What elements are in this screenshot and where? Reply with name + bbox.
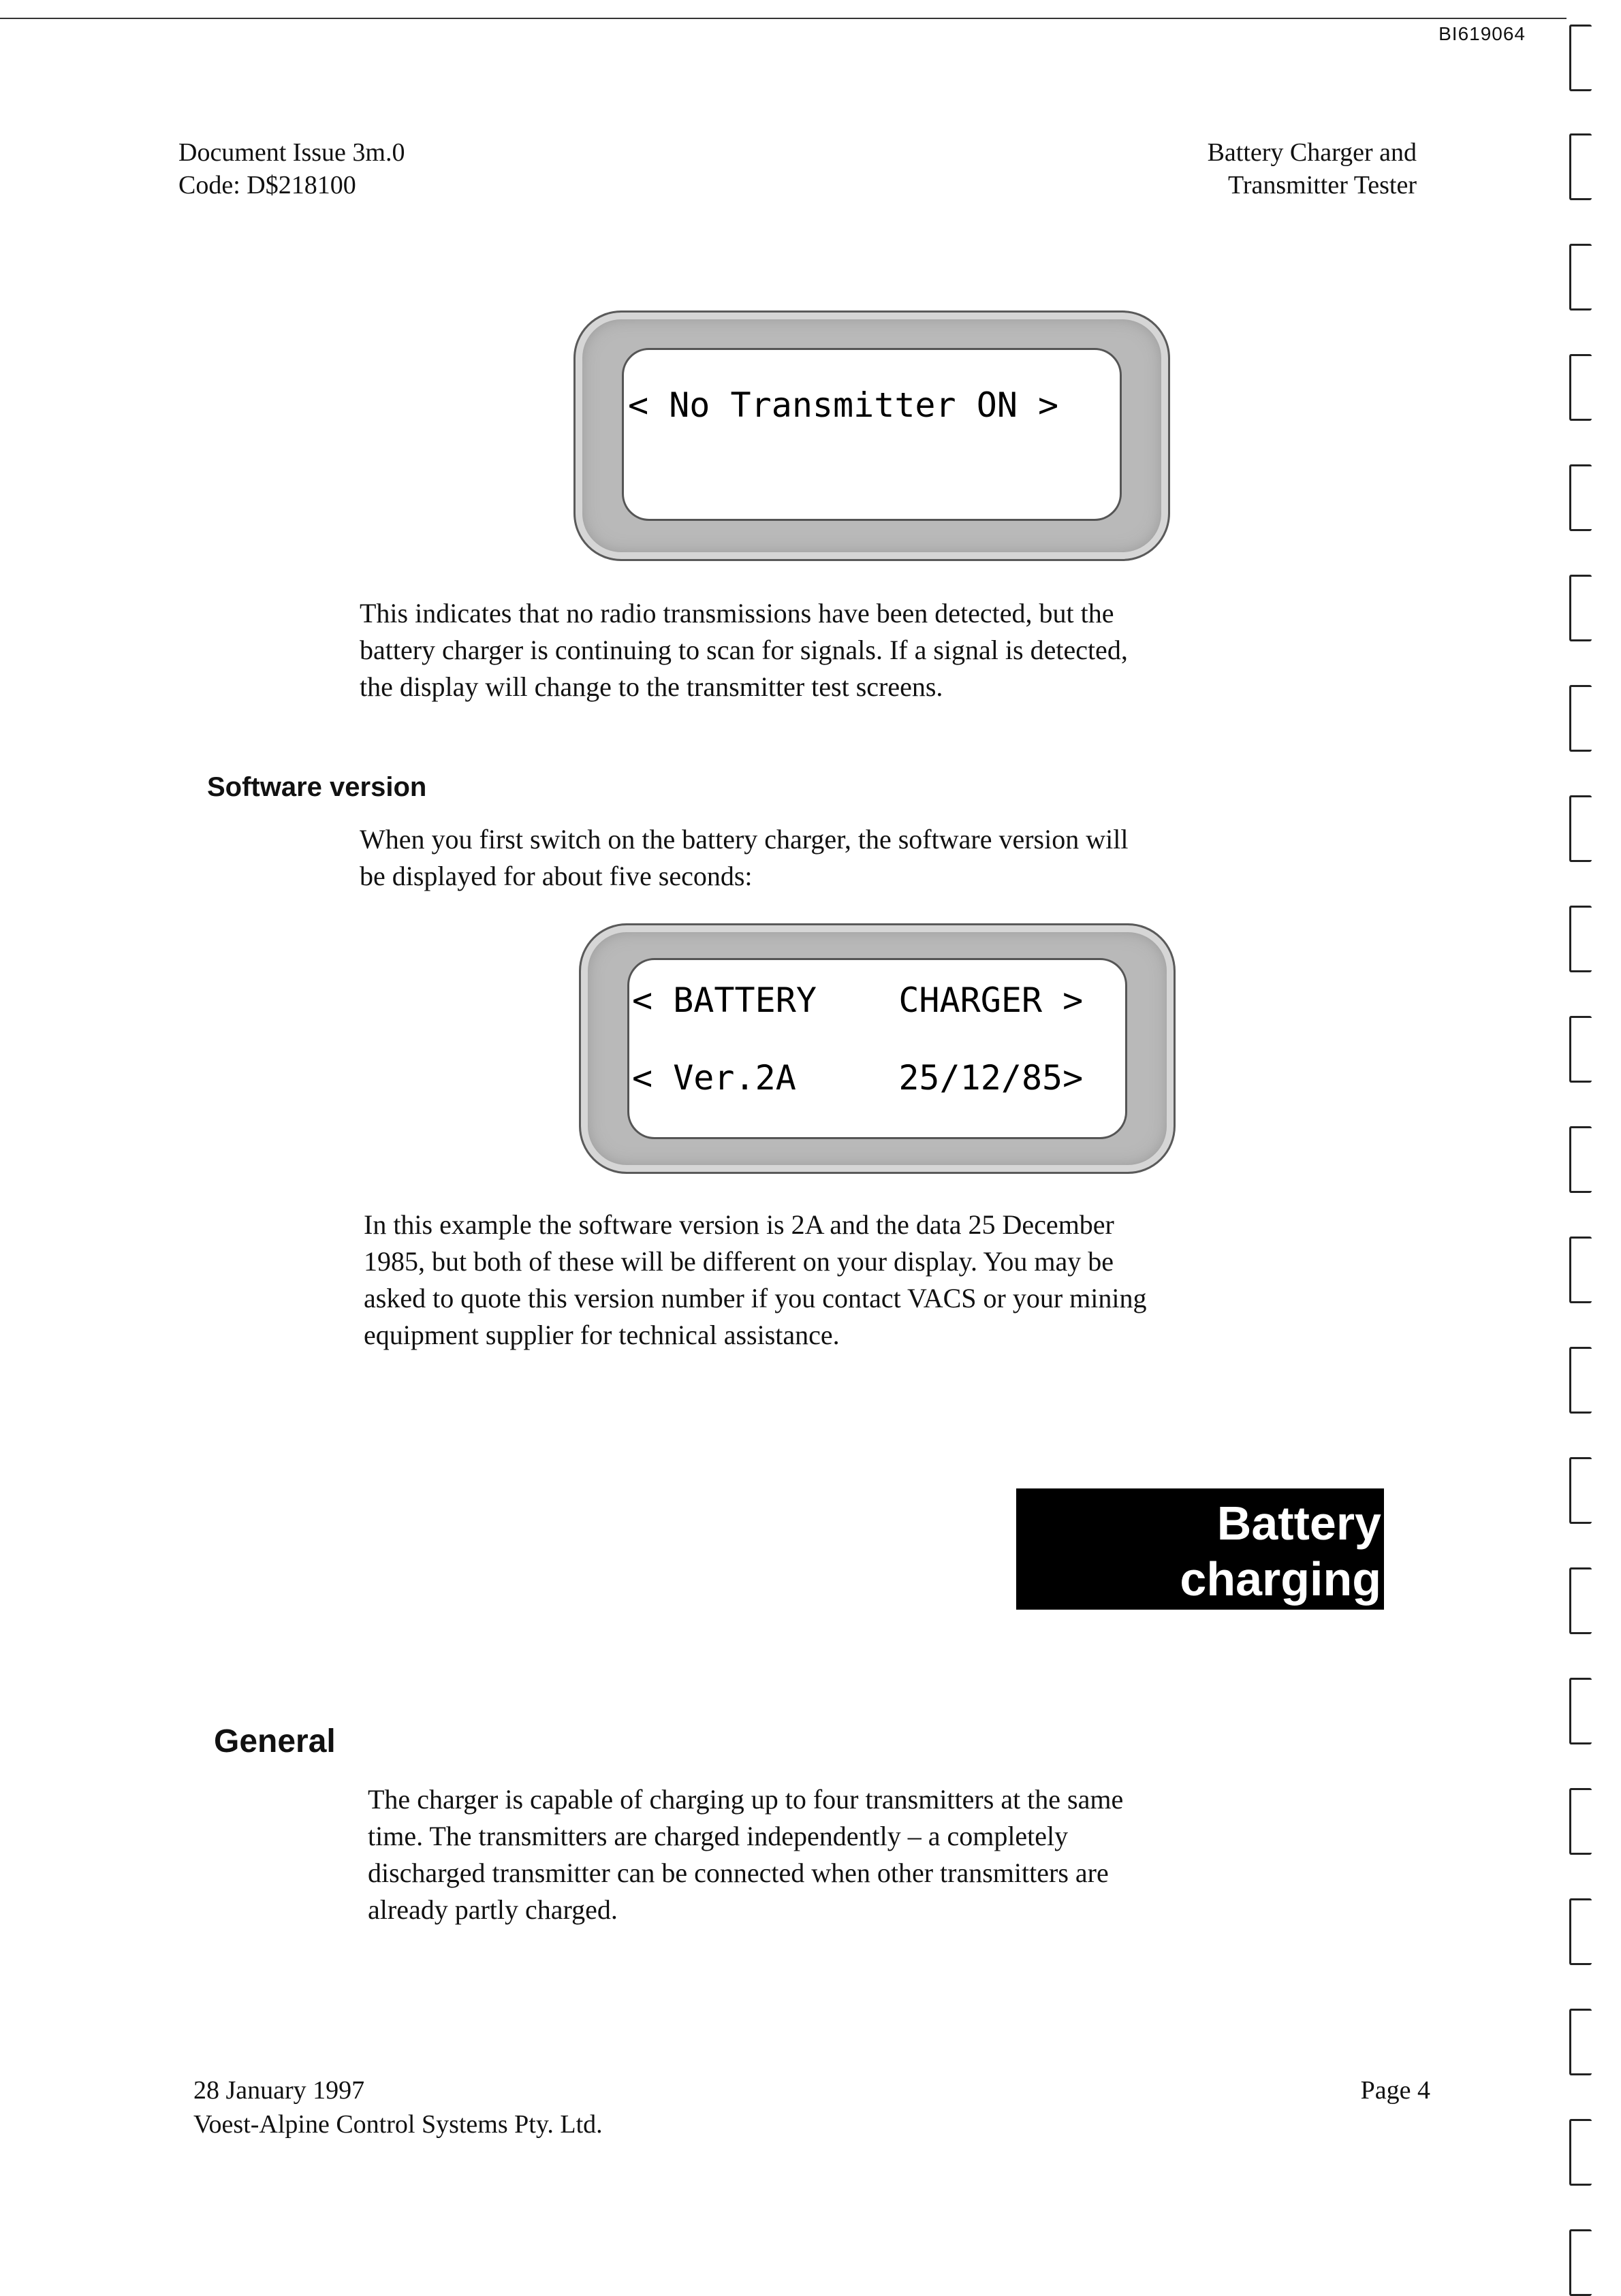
header-title-line2: Transmitter Tester <box>1227 171 1417 200</box>
binder-tab <box>1569 244 1592 310</box>
binder-tab <box>1569 133 1592 200</box>
lcd-screen <box>622 348 1122 521</box>
paragraph-no-transmitter <box>360 595 1128 705</box>
binder-tab <box>1569 1678 1592 1744</box>
binder-tab <box>1569 2229 1592 2296</box>
binder-tab <box>1569 685 1592 752</box>
binder-tab <box>1569 1567 1592 1634</box>
header-title-line1: Battery Charger and <box>1207 138 1417 167</box>
lcd-screen <box>627 958 1127 1139</box>
binder-tab <box>1569 575 1592 641</box>
binder-tab <box>1569 1237 1592 1303</box>
text-line: The charger is capable of charging up to four transmitters at the same <box>368 1784 1124 1815</box>
binder-tab <box>1569 2119 1592 2186</box>
paragraph-general <box>368 1781 1123 1928</box>
lcd-display-no-transmitter <box>573 310 1170 561</box>
text-line: 1985, but both of these will be different on your display. You may be <box>364 1246 1114 1277</box>
binder-tab <box>1569 1788 1592 1855</box>
binder-tab <box>1569 464 1592 531</box>
heading-general: General <box>214 1723 336 1759</box>
binder-tab <box>1569 1457 1592 1524</box>
text-line: In this example the software version is 2A and the data 25 December <box>364 1209 1114 1240</box>
text-line: discharged transmitter can be connected when other transmitters are <box>368 1857 1109 1888</box>
text-line: equipment supplier for technical assistance. <box>364 1320 840 1350</box>
header-right <box>1063 136 1417 202</box>
binder-tab <box>1569 1347 1592 1414</box>
text-line: asked to quote this version number if you contact VACS or your mining <box>364 1283 1147 1313</box>
binder-tab <box>1569 906 1592 972</box>
lcd-display-software-version <box>579 923 1176 1174</box>
lcd-line-1: < No Transmitter ON > <box>628 385 1059 425</box>
text-line: battery charger is continuing to scan for signals. If a signal is detected, <box>360 635 1128 665</box>
binder-tab <box>1569 354 1592 421</box>
footer-company: Voest-Alpine Control Systems Pty. Ltd. <box>193 2110 603 2139</box>
text-line: be displayed for about five seconds: <box>360 861 753 891</box>
binder-tab <box>1569 1016 1592 1083</box>
footer-date: 28 January 1997 <box>193 2076 365 2105</box>
heading-software-version: Software version <box>207 772 427 802</box>
document-id: BI619064 <box>1438 23 1526 44</box>
lcd-line-2: < Ver.2A 25/12/85> <box>632 1058 1084 1098</box>
binder-tab <box>1569 2009 1592 2075</box>
document-code: Code: D$218100 <box>178 171 356 200</box>
binder-tab <box>1569 1898 1592 1965</box>
document-issue: Document Issue 3m.0 <box>178 138 405 167</box>
section-title-line1: Battery <box>1216 1497 1381 1550</box>
binder-tab <box>1569 795 1592 862</box>
binder-tab <box>1569 1126 1592 1193</box>
section-title-battery-charging <box>1016 1488 1384 1610</box>
lcd-line-1: < BATTERY CHARGER > <box>632 980 1084 1020</box>
text-line: already partly charged. <box>368 1894 618 1925</box>
text-line: time. The transmitters are charged independently – a completely <box>368 1821 1069 1851</box>
paragraph-software-intro <box>360 821 1128 895</box>
footer-page-number: Page 4 <box>1360 2076 1430 2105</box>
top-rule <box>0 18 1567 19</box>
section-title-line2: charging <box>1180 1552 1381 1606</box>
text-line: the display will change to the transmitter test screens. <box>360 671 943 702</box>
header-left <box>178 136 405 202</box>
binder-tab <box>1569 25 1592 91</box>
text-line: When you first switch on the battery charger, the software version will <box>360 824 1129 855</box>
footer-left <box>193 2073 603 2141</box>
text-line: This indicates that no radio transmissions have been detected, but the <box>360 598 1114 628</box>
paragraph-version-example <box>364 1207 1147 1354</box>
